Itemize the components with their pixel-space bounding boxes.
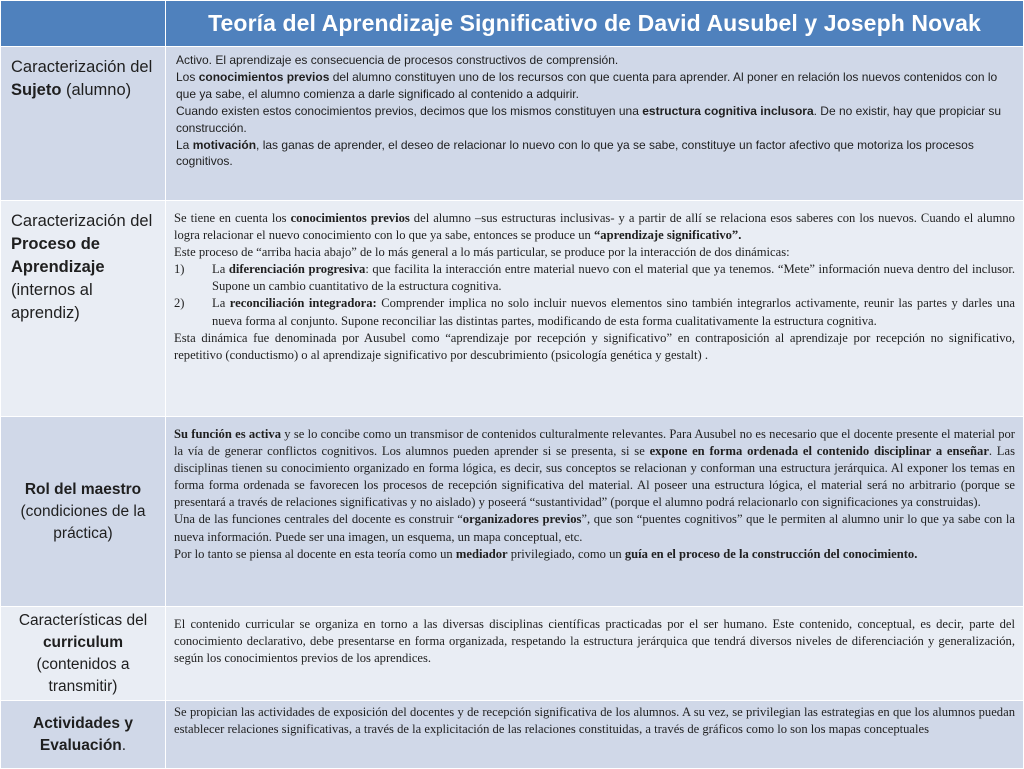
list-number: 1)	[174, 262, 185, 277]
paragraph	[176, 69, 1015, 103]
text-run: (condiciones de la práctica)	[20, 502, 146, 542]
text-run: Este proceso de “arriba hacia abajo” de lo más general a lo más particular, se produce por la interacción de dos dinámicas:	[174, 245, 790, 260]
text-run: Comprender implica no solo incluir nuevos elementos sino también integrarlos activamente, reunir las partes y darles una nueva forma al conjunto. Supone reconciliar las distintas partes, modificando de esta forma cualitativamente la estructura cognitiva.	[212, 296, 1015, 328]
row-label-actividades	[1, 701, 166, 769]
paragraph	[174, 244, 1015, 261]
paragraph	[176, 137, 1015, 171]
text-run: Esta dinámica fue denominada por Ausubel como “aprendizaje por recepción y significativo” en contraposición al aprendizaje por recepción no significativo, repetitivo (conductismo) o al aprendizaje significativo por descubrimiento (psicología genética y gestalt) .	[174, 330, 1015, 362]
list-number: 2)	[174, 296, 185, 311]
text-run: privilegiado, como un	[507, 546, 625, 561]
text-run: La	[212, 296, 230, 311]
text-run: Una de las funciones centrales del docente es construir “	[174, 512, 463, 527]
row-label-curriculum	[1, 607, 166, 701]
bold-text-run: expone en forma ordenada el contenido disciplinar a enseñar	[649, 444, 989, 459]
text-run: .	[121, 736, 127, 754]
bold-text-run: conocimientos previos	[198, 69, 330, 84]
row-content-curriculum	[166, 607, 1024, 701]
title-row	[1, 1, 1024, 47]
text-run: Caracterización del	[11, 212, 153, 230]
paragraph	[176, 103, 1015, 137]
paragraph	[174, 546, 1015, 563]
bold-text-run: curriculum	[42, 633, 124, 651]
text-run: (internos al aprendiz)	[11, 281, 93, 322]
row-content-sujeto	[166, 47, 1024, 201]
text-run: Activo. El aprendizaje es consecuencia de procesos constructivos de comprensión.	[176, 53, 619, 67]
text-run: La	[212, 262, 229, 277]
header-corner-cell	[1, 1, 166, 47]
text-run: Características del	[18, 611, 148, 629]
row-actividades	[1, 701, 1024, 769]
text-run: Cuando existen estos conocimientos previos, decimos que los mismos constituyen una	[176, 103, 643, 118]
row-label-proceso	[1, 201, 166, 417]
text-run: (contenidos a transmitir)	[36, 655, 130, 695]
text-run: Se propician las actividades de exposición del docentes y de recepción significativa de los alumnos. A su vez, se privilegian las estrategias en que los alumnos puedan establecer relaciones significativas, a través de la explicitación de las relaciones constituidas, a través de gráficos como lo son los mapas conceptuales	[174, 705, 1015, 737]
bold-text-run: Su función es activa	[174, 427, 282, 441]
text-run: , las ganas de aprender, el deseo de relacionar lo nuevo con lo que ya se sabe, constituye un factor afectivo que motoriza los procesos cognitivos.	[176, 137, 974, 169]
row-content-actividades	[166, 701, 1024, 769]
proceso-list	[174, 261, 1015, 329]
bold-text-run: “aprendizaje significativo”.	[593, 228, 742, 243]
text-run: Por lo tanto se piensa al docente en esta teoría como un	[174, 546, 456, 561]
row-content-maestro	[166, 417, 1024, 607]
text-run: El contenido curricular se organiza en torno a las diversas disciplinas científicas practicadas por el ser humano. Este contenido, conceptual, es decir, parte del conocimiento declarativo, debe presentarse en forma organizada, respetando la estructura jerárquica que tendrá diversos niveles de diferenciación y generalización, según los conocimientos previos de los aprendices.	[174, 617, 1015, 666]
curriculum-paragraphs	[174, 616, 1015, 667]
proceso-closing	[174, 330, 1015, 364]
sujeto-paragraphs	[176, 52, 1015, 170]
row-curriculum	[1, 607, 1024, 701]
list-item	[174, 295, 1015, 329]
text-run: : que facilita la interacción entre material nuevo con el material que ya tenemos. “Mete” información nueva dentro del inclusor. Supone un cambio cuantitativo de la estructura cognitiva.	[212, 262, 1015, 294]
bold-text-run: Sujeto	[11, 81, 62, 99]
actividades-paragraphs	[174, 704, 1015, 738]
maestro-paragraphs	[174, 426, 1015, 563]
row-proceso	[1, 201, 1024, 417]
bold-text-run: guía en el proceso de la construcción del conocimiento.	[624, 546, 918, 561]
text-run: y se lo concibe como un transmisor de contenidos culturalmente relevantes. Para Ausubel no es necesario que el docente presente el material por la vía de generar conflictos cognitivos. Los alumnos pueden aprender si se presenta, si se	[174, 427, 1015, 459]
proceso-paragraphs	[174, 210, 1015, 261]
text-run: (alumno)	[61, 81, 132, 99]
bold-text-run: Rol del maestro	[24, 480, 142, 498]
text-run: del alumno constituyen uno de los recursos con que cuenta para aprender. Al poner en relación los nuevos contenidos con lo que ya sabe, el alumno comienza a darle significado al contenido a adquirir.	[176, 69, 998, 101]
bold-text-run: Proceso de Aprendizaje	[11, 235, 105, 276]
row-maestro	[1, 417, 1024, 607]
text-run: Se tiene en cuenta los	[174, 211, 291, 225]
paragraph	[174, 511, 1015, 545]
row-sujeto	[1, 47, 1024, 201]
bold-text-run: reconciliación integradora:	[229, 296, 377, 311]
row-content-proceso	[166, 201, 1024, 417]
bold-text-run: Actividades y Evaluación	[33, 714, 133, 754]
bold-text-run: conocimientos previos	[290, 211, 410, 225]
text-run: Los	[176, 69, 199, 84]
list-item	[174, 261, 1015, 295]
bold-text-run: organizadores previos	[462, 512, 582, 527]
paragraph	[174, 704, 1015, 738]
text-run: del alumno –sus estructuras inclusivas- y a partir de allí se relaciona esos saberes con los nuevos. Cuando el alumno logra relacionar el nuevo conocimiento con lo que ya sabe, entonces se produce un	[174, 211, 1015, 243]
bold-text-run: mediador	[455, 546, 508, 561]
text-run: ”, que son “puentes cognitivos” que le permiten al alumno unir lo que ya sabe con la nueva información. Puede ser una imagen, un esquema, un mapa conceptual, etc.	[174, 512, 1015, 544]
text-run: La	[176, 137, 193, 152]
paragraph	[174, 210, 1015, 244]
text-run: . De no existir, hay que propiciar su construcción.	[176, 103, 1002, 135]
paragraph	[176, 52, 1015, 69]
paragraph	[174, 330, 1015, 364]
text-run: Caracterización del	[11, 58, 153, 76]
bold-text-run: estructura cognitiva inclusora	[642, 103, 814, 118]
row-label-sujeto	[1, 47, 166, 201]
text-run: . Las disciplinas tienen su conocimiento organizado en forma lógica, es decir, sus conceptos se relacionan y conforman una estructura jerárquica. Al exponer los temas en forma forma ordenada se favorecen los procesos de recepción significativa del material. Al poseer una estructura lógica, el material será no arbitrario (porque se presentará a través de relaciones significativas y no aislado) y poseerá “sustantividad” (porque el alumno podrá relacionarlo con significaciones ya construidas).	[174, 444, 1015, 510]
bold-text-run: diferenciación progresiva	[228, 262, 366, 277]
paragraph	[174, 616, 1015, 667]
paragraph	[174, 426, 1015, 511]
row-label-maestro	[1, 417, 166, 607]
bold-text-run: motivación	[192, 137, 257, 152]
page-title: Teoría del Aprendizaje Significativo de David Ausubel y Joseph Novak	[166, 1, 1024, 47]
